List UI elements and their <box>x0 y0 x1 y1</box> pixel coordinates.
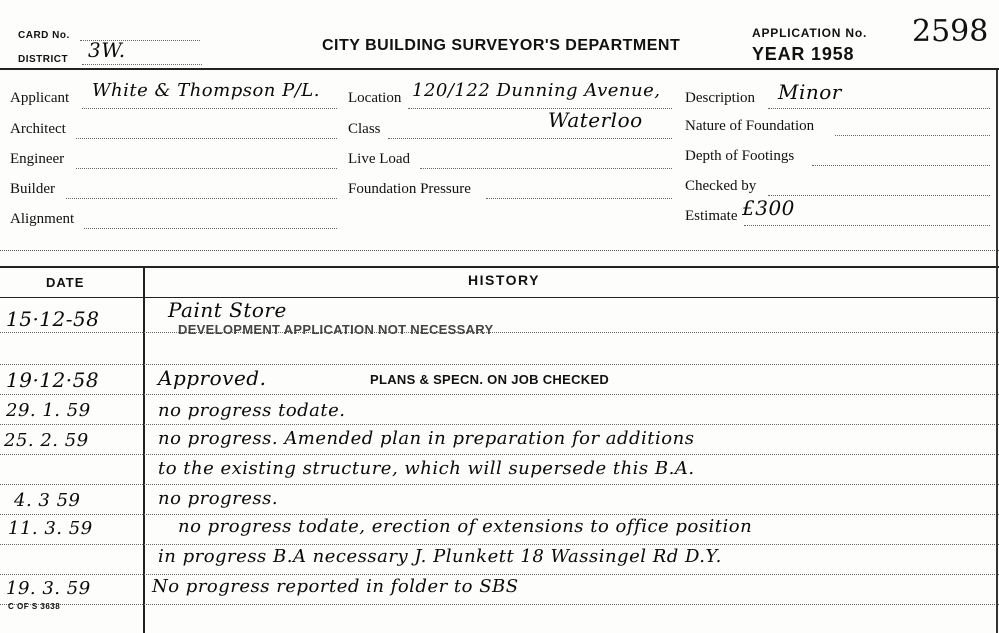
history-date: 25. 2. 59 <box>4 430 89 451</box>
year-label: YEAR 1958 <box>752 44 855 64</box>
estimate-label: Estimate <box>685 208 738 224</box>
row-line <box>0 394 999 395</box>
checked-line <box>768 195 990 196</box>
estimate-line <box>744 225 990 226</box>
history-date: 15·12-58 <box>6 307 100 331</box>
row-line <box>0 544 999 545</box>
history-header: HISTORY <box>468 272 540 288</box>
form-number: C OF S 3638 <box>8 602 61 611</box>
development-stamp: DEVELOPMENT APPLICATION NOT NECESSARY <box>178 322 494 337</box>
history-text: to the existing structure, which will supersede this B.A. <box>158 458 695 479</box>
history-header-rule <box>0 297 999 298</box>
application-label: APPLICATION No. <box>752 26 868 40</box>
description-value: Minor <box>778 80 842 104</box>
live-load-line <box>420 168 672 169</box>
description-label: Description <box>685 90 755 106</box>
district-label: DISTRICT <box>18 54 69 65</box>
foundation-pressure-line <box>486 198 672 199</box>
history-text: Approved. <box>158 366 267 390</box>
row-line <box>0 604 999 605</box>
location-value: 120/122 Dunning Avenue, <box>412 80 661 101</box>
alignment-line <box>84 228 337 229</box>
applicant-line <box>82 108 337 109</box>
alignment-label: Alignment <box>10 211 75 227</box>
row-line <box>0 424 999 425</box>
engineer-label: Engineer <box>10 151 65 167</box>
depth-label: Depth of Footings <box>685 148 795 164</box>
applicant-label: Applicant <box>10 90 70 106</box>
district-value: 3W. <box>88 38 126 62</box>
card-right-edge <box>996 70 998 633</box>
builder-label: Builder <box>10 181 55 197</box>
plans-checked-stamp: PLANS & SPECN. ON JOB CHECKED <box>370 372 610 387</box>
row-line <box>0 454 999 455</box>
application-number: 2598 <box>912 14 989 49</box>
live-load-label: Live Load <box>348 151 411 167</box>
history-text: in progress B.A necessary J. Plunkett 18 Wassingel Rd D.Y. <box>158 546 722 567</box>
foundation-pressure-label: Foundation Pressure <box>348 181 471 197</box>
history-text: No progress reported in folder to SBS <box>152 576 519 597</box>
history-top-rule <box>0 266 999 268</box>
depth-line <box>812 165 990 166</box>
history-text: Paint Store <box>168 298 287 322</box>
row-line <box>0 484 999 485</box>
history-text: no progress. <box>158 488 279 509</box>
builder-line <box>66 198 337 199</box>
history-date: 19. 3. 59 <box>6 578 91 599</box>
nature-line <box>835 135 990 136</box>
class-line <box>388 138 672 139</box>
fields-bottom-line <box>0 250 999 251</box>
location-value-2: Waterloo <box>548 108 643 132</box>
engineer-line <box>76 168 337 169</box>
row-line <box>0 514 999 515</box>
history-date: 11. 3. 59 <box>8 518 93 539</box>
architect-line <box>76 138 337 139</box>
row-line <box>0 364 999 365</box>
history-date: 29. 1. 59 <box>6 400 91 421</box>
checked-label: Checked by <box>685 178 757 194</box>
history-text: no progress todate, erection of extensions to office position <box>178 516 753 537</box>
history-text: no progress. Amended plan in preparation for additions <box>158 428 695 449</box>
nature-label: Nature of Foundation <box>685 118 815 134</box>
header-rule <box>0 68 999 70</box>
date-column-divider <box>143 266 145 633</box>
history-text: no progress todate. <box>158 400 346 421</box>
history-date: 4. 3 59 <box>14 490 81 511</box>
description-line <box>768 108 990 109</box>
history-date: 19·12·58 <box>6 368 100 392</box>
district-line <box>82 64 202 65</box>
date-header: DATE <box>46 275 85 290</box>
row-line <box>0 574 999 575</box>
department-title: CITY BUILDING SURVEYOR'S DEPARTMENT <box>322 37 681 54</box>
applicant-value: White & Thompson P/L. <box>92 80 320 101</box>
class-label: Class <box>348 121 381 137</box>
card-no-label: CARD No. <box>18 30 70 41</box>
row-line <box>0 332 999 333</box>
architect-label: Architect <box>10 121 66 137</box>
estimate-value: £300 <box>742 196 795 220</box>
location-label: Location <box>348 90 402 106</box>
